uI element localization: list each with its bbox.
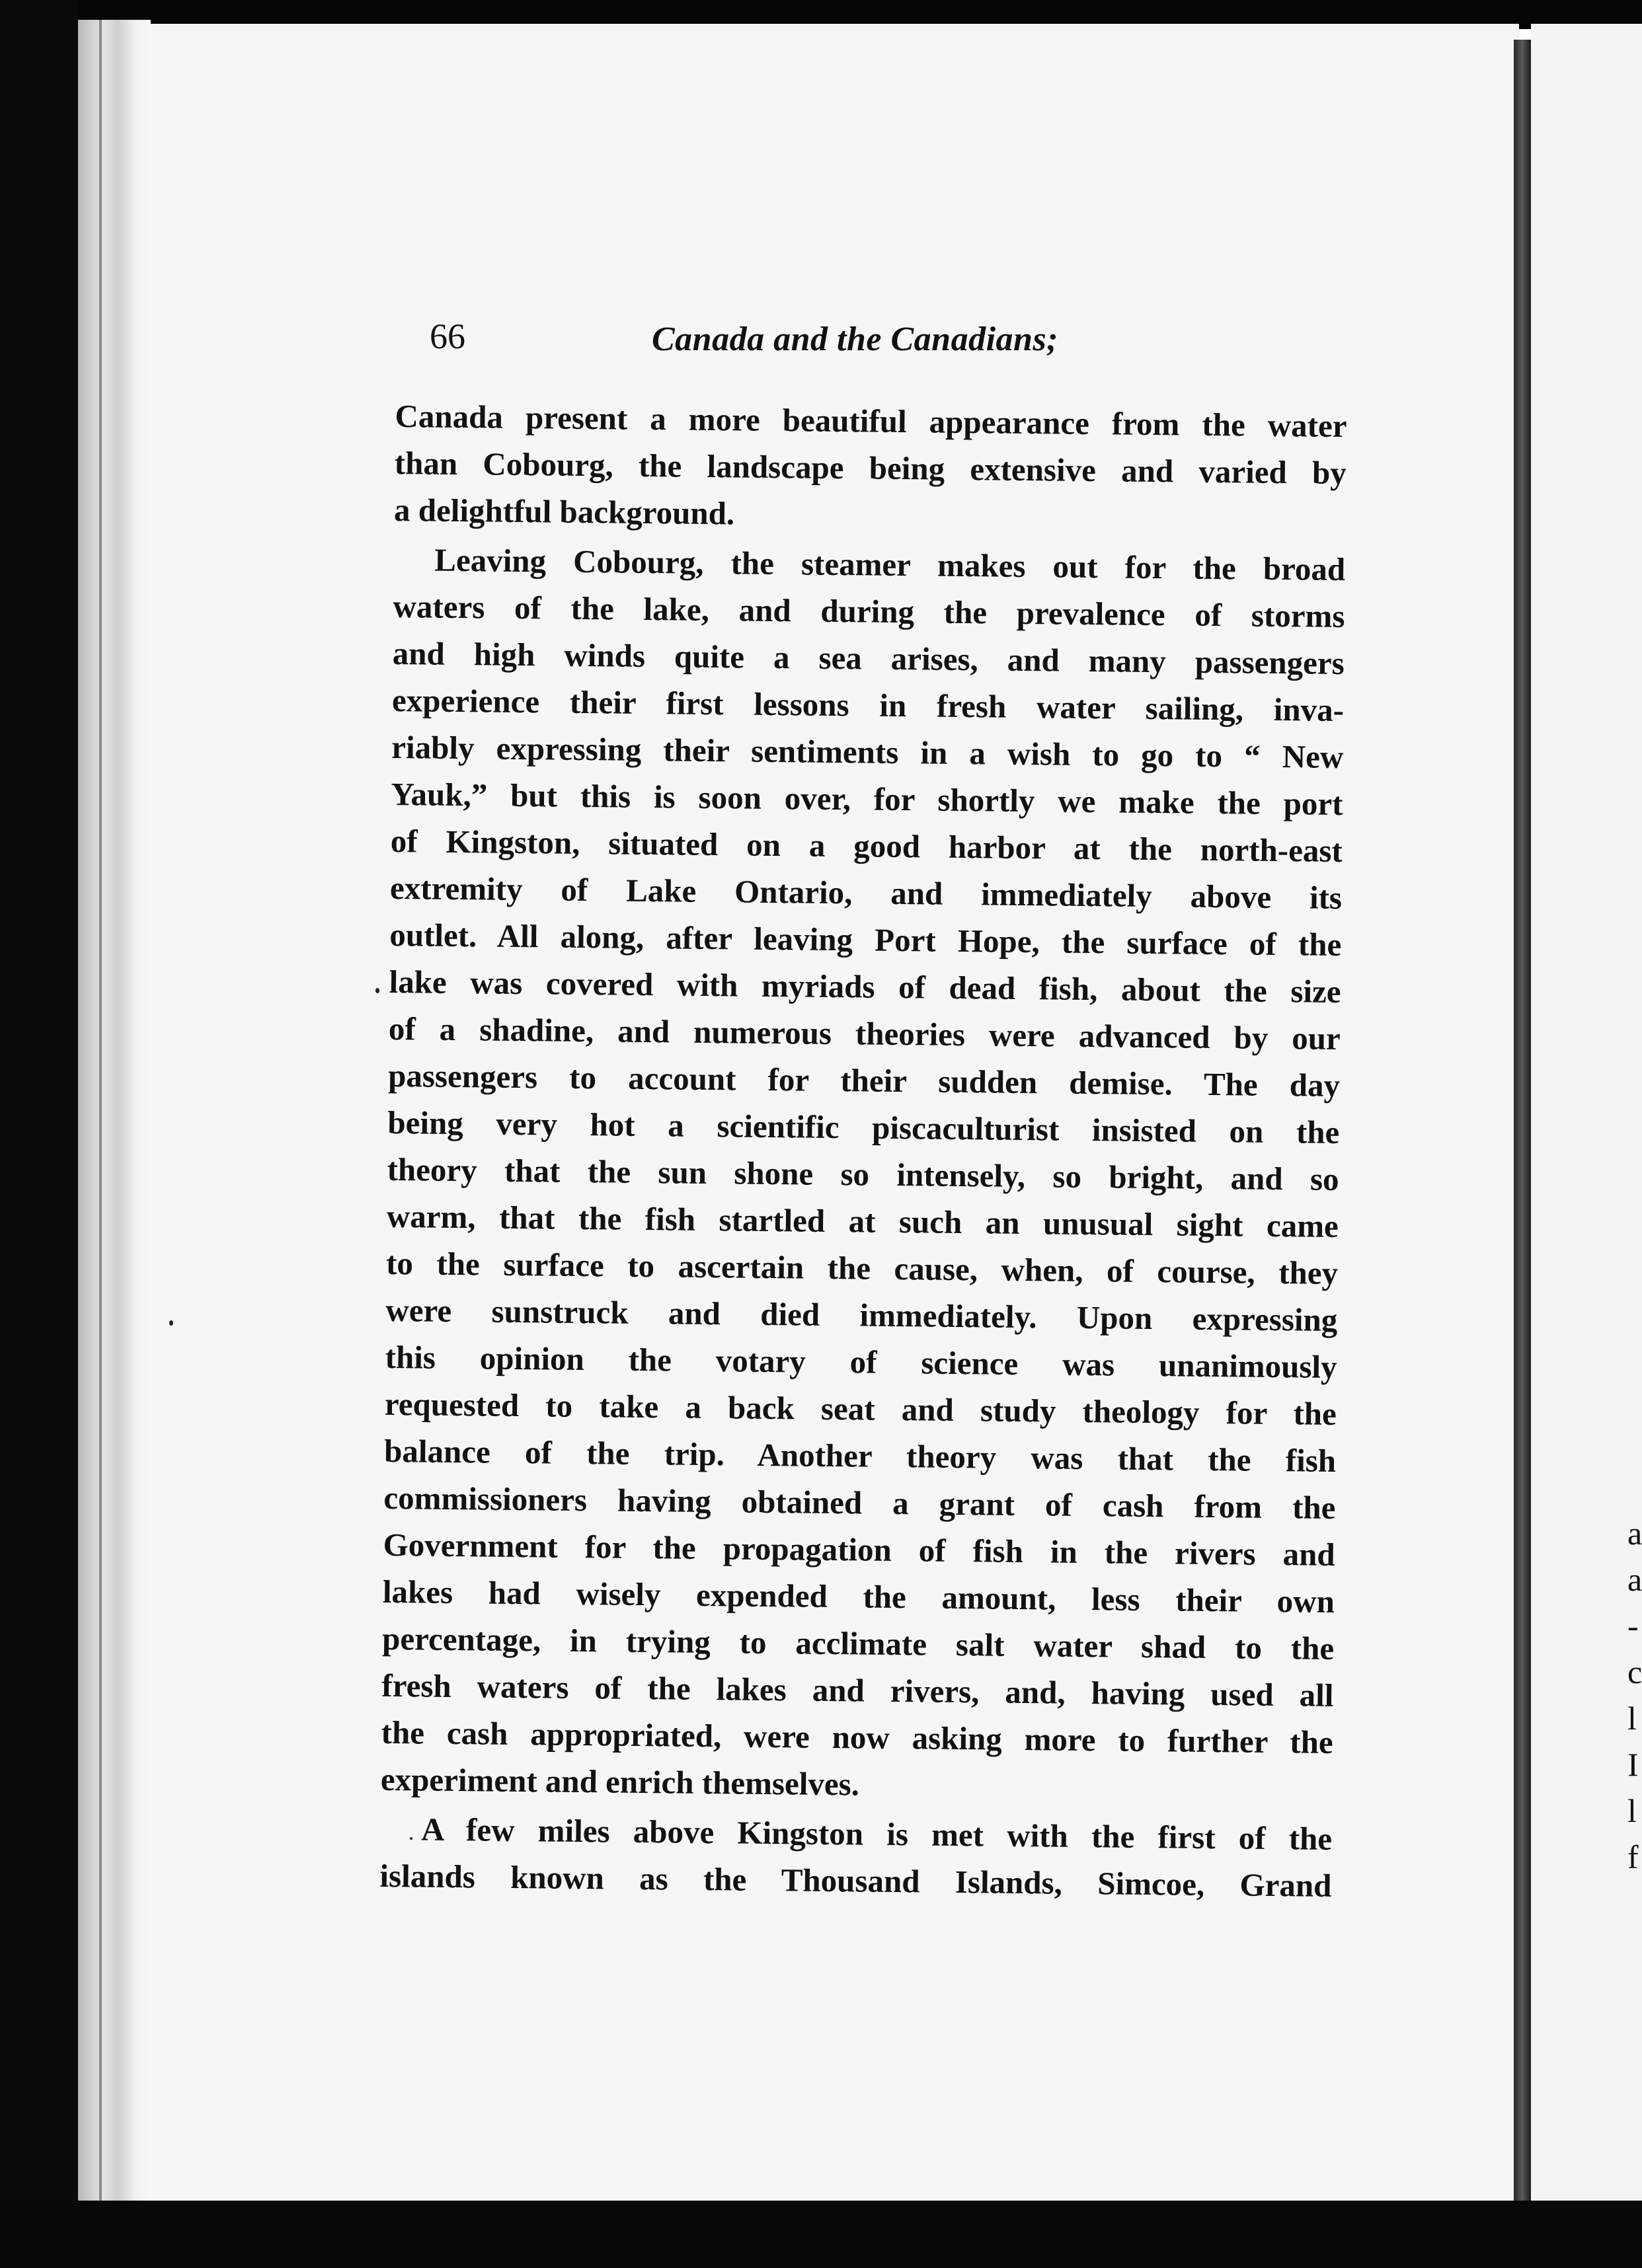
scan-border-left [0, 0, 78, 2268]
facing-letter: l [1627, 1700, 1637, 1737]
text-line: balance of the trip. Another theory was that the fish [383, 1432, 1337, 1479]
text-line: of Kingston, situated on a good harbor at the north-east [390, 822, 1343, 870]
text-line: of a shadine, and numerous theories were advanced by our [388, 1010, 1341, 1057]
body-text [379, 390, 1347, 1909]
text-line: Yauk,” but this is soon over, for shortly we make the port [391, 775, 1343, 823]
text-line: the cash appropriated, were now asking more to further the [381, 1714, 1333, 1760]
text-line: were sunstruck and died immediately. Upon expressing [385, 1291, 1338, 1339]
page-number: 66 [430, 317, 465, 356]
text-line: lake was covered with myriads of dead fish, about the size [389, 963, 1341, 1010]
facing-page-letters [1627, 1510, 1642, 1880]
page-gutter [78, 20, 151, 2201]
text-line: than Cobourg, the landscape being extensive and varied by [394, 444, 1347, 492]
text-line: this opinion the votary of science was unanimously [385, 1338, 1337, 1385]
running-title: Canada and the Canadians; [652, 321, 1058, 358]
paragraph-3 [379, 1805, 1332, 1909]
text-line: and high winds quite a sea arises, and many passengers [392, 634, 1345, 682]
text-line: islands known as the Thousand Islands, Simcoe, Grand [379, 1857, 1332, 1904]
facing-letter: a [1627, 1515, 1642, 1552]
facing-page [1531, 24, 1642, 2205]
text-line: outlet. All along, after leaving Port Hope, the surface of the [389, 916, 1342, 964]
text-line: Leaving Cobourg, the steamer makes out for the broad [434, 541, 1346, 588]
facing-letter: - [1627, 1607, 1639, 1644]
text-line: lakes had wisely expended the amount, less their own [382, 1573, 1335, 1620]
text-line: Canada present a more beautiful appearance from the water [395, 397, 1347, 445]
text-line: warm, that the fish startled at such an unusual sight came [386, 1197, 1339, 1245]
scan-speck [375, 988, 379, 993]
paragraph-1 [394, 393, 1347, 543]
facing-letter: f [1627, 1838, 1639, 1875]
text-line: commissioners having obtained a grant of cash from the [383, 1479, 1336, 1526]
text-line: riably expressing their sentiments in a wish to go to “ New [391, 728, 1344, 776]
facing-letter: a [1627, 1561, 1642, 1598]
text-line: experience their first lessons in fresh water sailing, inva- [391, 681, 1345, 729]
text-line: fresh waters of the lakes and rivers, and, having used all [381, 1667, 1334, 1714]
scan-border-bottom [0, 2201, 1642, 2268]
text-line: passengers to account for their sudden demise. The day [387, 1057, 1341, 1104]
scan-speck [169, 1320, 173, 1326]
text-line: waters of the lake, and during the prevalence of storms [393, 587, 1345, 635]
paragraph-2 [381, 536, 1346, 1813]
facing-letter: c [1627, 1653, 1642, 1690]
book-spine [1514, 40, 1531, 2201]
text-line: requested to take a back seat and study theology for the [384, 1385, 1337, 1432]
facing-letter: I [1627, 1746, 1639, 1783]
text-line: percentage, in trying to acclimate salt water shad to the [381, 1620, 1335, 1667]
text-line: being very hot a scientific piscaculturist insisted on the [387, 1104, 1340, 1151]
text-line: A few miles above Kingston is met with the first of the [420, 1811, 1333, 1857]
facing-letter: l [1627, 1792, 1637, 1829]
scan-speck [410, 1837, 412, 1840]
text-line: extremity of Lake Ontario, and immediately above its [389, 869, 1343, 917]
text-line: theory that the sun shone so intensely, so bright, and so [387, 1151, 1339, 1198]
text-line: to the surface to ascertain the cause, when, of course, they [385, 1244, 1339, 1292]
text-line: a delightful background. [393, 491, 735, 532]
text-line: Government for the propagation of fish in the rivers and [383, 1526, 1335, 1573]
text-line: experiment and enrich themselves. [380, 1760, 860, 1803]
gutter-edge-line [99, 20, 102, 2201]
